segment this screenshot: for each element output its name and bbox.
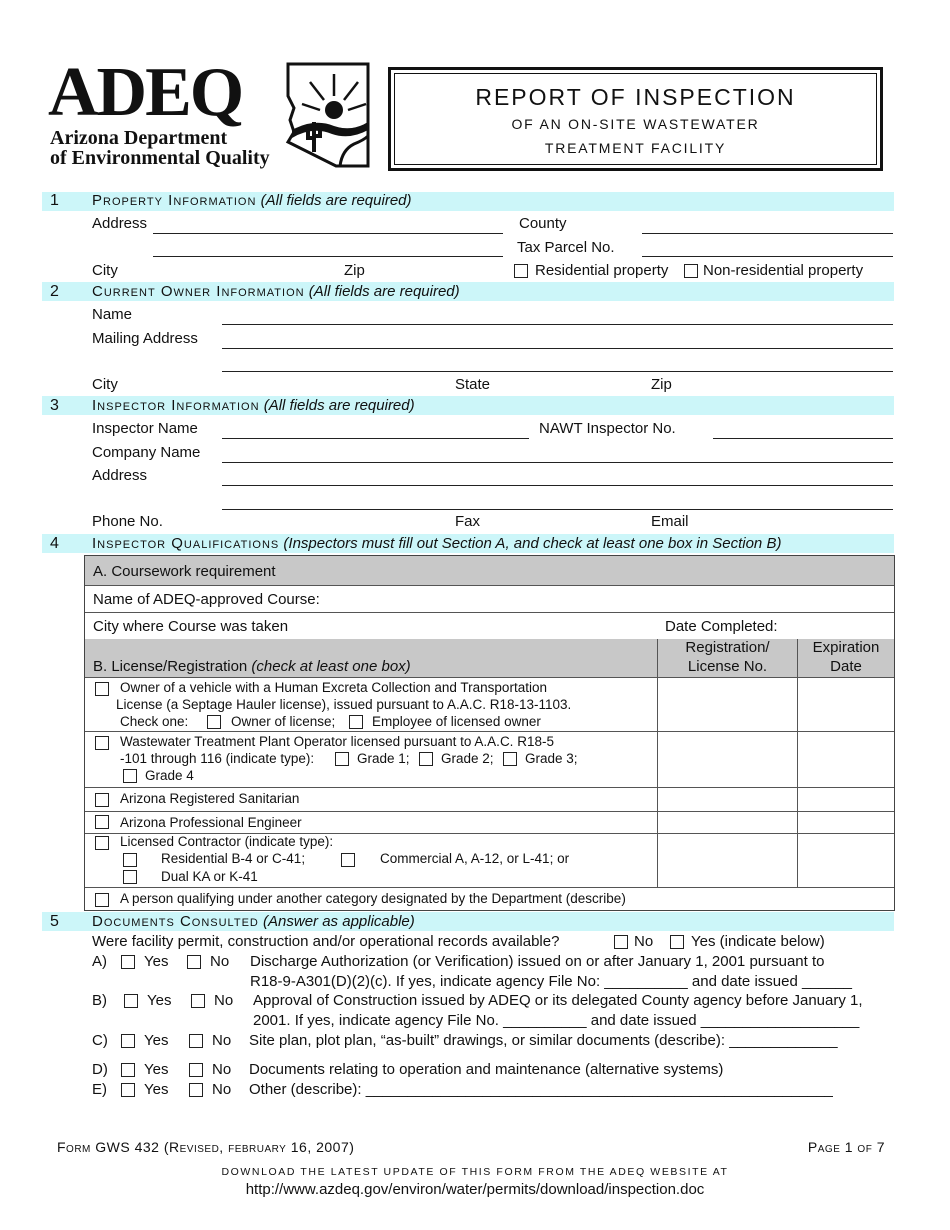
row1-line1: Owner of a vehicle with a Human Excreta Collection and Transportation bbox=[120, 680, 547, 695]
grade2-label: Grade 2; bbox=[441, 751, 494, 766]
row1-line2: License (a Septage Hauler license), issued pursuant to A.A.C. R18-13-1103. bbox=[116, 697, 572, 712]
dual-ka-checkbox[interactable] bbox=[123, 870, 137, 884]
exp-header-1: Expiration bbox=[812, 639, 880, 656]
course-name-label: Name of ADEQ-approved Course: bbox=[93, 591, 320, 608]
tax-parcel-label: Tax Parcel No. bbox=[517, 239, 615, 256]
item-c-no-label: No bbox=[212, 1032, 232, 1049]
records-question: Were facility permit, construction and/or operational records available? bbox=[92, 933, 560, 950]
records-no-checkbox[interactable] bbox=[614, 935, 628, 949]
section-2-note: (All fields are required) bbox=[308, 283, 460, 300]
item-c-no-checkbox[interactable] bbox=[189, 1034, 203, 1048]
item-b-no-label: No bbox=[214, 992, 234, 1009]
item-e-no-checkbox[interactable] bbox=[189, 1083, 203, 1097]
item-d-letter: D) bbox=[92, 1061, 108, 1078]
section-5-heading bbox=[92, 913, 415, 931]
item-b-text-2: 2001. If yes, indicate agency File No. __________ and date issued ___________________ bbox=[253, 1012, 860, 1029]
qualifications-table bbox=[84, 555, 895, 911]
owner-name-field[interactable] bbox=[222, 324, 893, 325]
page-number: Page 1 of 7 bbox=[807, 1139, 885, 1155]
contractor-checkbox[interactable] bbox=[95, 836, 109, 850]
item-e-no-label: No bbox=[212, 1081, 232, 1098]
grade4-checkbox[interactable] bbox=[123, 769, 137, 783]
fax-label: Fax bbox=[455, 513, 481, 530]
septage-hauler-checkbox[interactable] bbox=[95, 682, 109, 696]
section-4-note: (Inspectors must fill out Section A, and check at least one box in Section B) bbox=[283, 535, 782, 552]
item-a-letter: A) bbox=[92, 953, 107, 970]
form-number: Form GWS 432 (Revised, february 16, 2007) bbox=[57, 1139, 355, 1155]
report-title: REPORT OF INSPECTION bbox=[475, 84, 796, 110]
exp-header-2: Date bbox=[830, 658, 862, 675]
mailing-address-field-2[interactable] bbox=[222, 371, 893, 372]
section-b-header bbox=[93, 658, 411, 676]
commercial-label: Commercial A, A-12, or L-41; or bbox=[380, 851, 570, 866]
residential-b4-label: Residential B-4 or C-41; bbox=[161, 851, 306, 866]
date-completed-label: Date Completed: bbox=[665, 618, 778, 635]
inspector-name-label: Inspector Name bbox=[92, 420, 198, 437]
section-3-note: (All fields are required) bbox=[263, 397, 415, 414]
email-label: Email bbox=[651, 513, 689, 530]
section-b-title: B. License/Registration bbox=[93, 658, 248, 675]
download-note: DOWNLOAD THE LATEST UPDATE OF THIS FORM FROM THE ADEQ WEBSITE AT bbox=[221, 1166, 729, 1178]
records-no-label: No bbox=[634, 933, 654, 950]
residential-checkbox[interactable] bbox=[514, 264, 528, 278]
item-b-yes-label: Yes bbox=[147, 992, 172, 1009]
reg-header-2: License No. bbox=[687, 658, 768, 675]
item-a-text-2: R18-9-A301(D)(2)(c). If yes, indicate agency File No: __________ and date issued ______ bbox=[250, 973, 853, 990]
county-field[interactable] bbox=[642, 233, 893, 234]
item-a-no-label: No bbox=[210, 953, 230, 970]
sanitarian-checkbox[interactable] bbox=[95, 793, 109, 807]
report-subtitle-1: OF AN ON-SITE WASTEWATER bbox=[511, 116, 760, 132]
section-5-number: 5 bbox=[50, 913, 59, 930]
mailing-address-label: Mailing Address bbox=[92, 330, 198, 347]
employee-checkbox[interactable] bbox=[349, 715, 363, 729]
inspector-name-field[interactable] bbox=[222, 438, 529, 439]
phone-label: Phone No. bbox=[92, 513, 163, 530]
address-field[interactable] bbox=[153, 233, 503, 234]
section-3-number: 3 bbox=[50, 397, 59, 414]
contractor-label: Licensed Contractor (indicate type): bbox=[120, 834, 334, 849]
section-1-title: Property Information bbox=[92, 192, 257, 209]
item-d-no-label: No bbox=[212, 1061, 232, 1078]
item-b-yes-checkbox[interactable] bbox=[124, 994, 138, 1008]
company-name-label: Company Name bbox=[92, 444, 201, 461]
grade3-checkbox[interactable] bbox=[503, 752, 517, 766]
item-a-no-checkbox[interactable] bbox=[187, 955, 201, 969]
owner-zip-label: Zip bbox=[651, 376, 672, 393]
logo-abbr: ADEQ bbox=[48, 54, 243, 131]
item-e-letter: E) bbox=[92, 1081, 107, 1098]
owner-city-label: City bbox=[92, 376, 118, 393]
dual-ka-label: Dual KA or K-41 bbox=[161, 869, 258, 884]
section-1-number: 1 bbox=[50, 192, 59, 209]
sanitarian-label: Arizona Registered Sanitarian bbox=[120, 791, 300, 806]
company-name-field[interactable] bbox=[222, 462, 893, 463]
grade4-label: Grade 4 bbox=[145, 768, 194, 783]
item-b-no-checkbox[interactable] bbox=[191, 994, 205, 1008]
section-4-heading bbox=[92, 535, 781, 553]
section-b-note: (check at least one box) bbox=[251, 658, 411, 675]
engineer-label: Arizona Professional Engineer bbox=[120, 815, 302, 830]
row2-line2: -101 through 116 (indicate type): bbox=[120, 751, 315, 766]
other-category-checkbox[interactable] bbox=[95, 893, 109, 907]
section-2-heading bbox=[92, 283, 460, 301]
section-1-heading bbox=[92, 192, 412, 210]
mailing-address-field[interactable] bbox=[222, 348, 893, 349]
item-b-text-1: Approval of Construction issued by ADEQ or its delegated County agency before January 1, bbox=[253, 992, 863, 1009]
zip-label: Zip bbox=[344, 262, 365, 279]
item-d-yes-checkbox[interactable] bbox=[121, 1063, 135, 1077]
item-d-text: Documents relating to operation and maintenance (alternative systems) bbox=[249, 1061, 724, 1078]
records-yes-label: Yes (indicate below) bbox=[691, 933, 825, 950]
adeq-logo bbox=[48, 54, 370, 170]
owner-name-label: Name bbox=[92, 306, 133, 323]
nonresidential-checkbox[interactable] bbox=[684, 264, 698, 278]
nonresidential-label: Non-residential property bbox=[703, 262, 864, 279]
section-2-title: Current Owner Information bbox=[92, 283, 305, 300]
section-4-title: Inspector Qualifications bbox=[92, 535, 280, 552]
item-d-no-checkbox[interactable] bbox=[189, 1063, 203, 1077]
engineer-checkbox[interactable] bbox=[95, 815, 109, 829]
report-subtitle-2: TREATMENT FACILITY bbox=[544, 140, 727, 156]
section-3-heading bbox=[92, 397, 415, 415]
inspector-address-field-2[interactable] bbox=[222, 509, 893, 510]
wastewater-operator-checkbox[interactable] bbox=[95, 736, 109, 750]
item-e-yes-checkbox[interactable] bbox=[121, 1083, 135, 1097]
item-a-text-1: Discharge Authorization (or Verification) issued on or after January 1, 2001 pursuant to bbox=[250, 953, 825, 970]
section-1-note: (All fields are required) bbox=[260, 192, 412, 209]
nawt-label: NAWT Inspector No. bbox=[539, 420, 676, 437]
logo-line1: Arizona Department bbox=[50, 127, 228, 149]
section-2-number: 2 bbox=[50, 283, 59, 300]
section-3-title: Inspector Information bbox=[92, 397, 260, 414]
city-label: City bbox=[92, 262, 118, 279]
residential-b4-checkbox[interactable] bbox=[123, 853, 137, 867]
employee-label: Employee of licensed owner bbox=[372, 714, 541, 729]
nawt-field[interactable] bbox=[713, 438, 893, 439]
residential-label: Residential property bbox=[535, 262, 669, 279]
row1-checkone: Check one: bbox=[120, 714, 189, 729]
owner-state-label: State bbox=[455, 376, 491, 393]
section-5-note: (Answer as applicable) bbox=[263, 913, 415, 930]
grade1-checkbox[interactable] bbox=[335, 752, 349, 766]
row2-line1: Wastewater Treatment Plant Operator licensed pursuant to A.A.C. R18-5 bbox=[120, 734, 554, 749]
inspector-address-label: Address bbox=[92, 467, 148, 484]
section-5-title: Documents Consulted bbox=[92, 913, 259, 930]
report-title-box bbox=[388, 67, 883, 171]
reg-header-1: Registration/ bbox=[685, 639, 770, 656]
item-c-text: Site plan, plot plan, “as-built” drawings, or similar documents (describe): _____________ bbox=[249, 1032, 838, 1049]
other-category-label: A person qualifying under another category designated by the Department (describe) bbox=[120, 891, 626, 906]
item-e-yes-label: Yes bbox=[144, 1081, 169, 1098]
course-city-label: City where Course was taken bbox=[93, 618, 289, 635]
grade1-label: Grade 1; bbox=[357, 751, 410, 766]
records-yes-checkbox[interactable] bbox=[670, 935, 684, 949]
grade2-checkbox[interactable] bbox=[419, 752, 433, 766]
grade3-label: Grade 3; bbox=[525, 751, 578, 766]
address-label: Address bbox=[92, 215, 148, 232]
item-d-yes-label: Yes bbox=[144, 1061, 169, 1078]
owner-of-license-label: Owner of license; bbox=[231, 714, 336, 729]
item-c-yes-label: Yes bbox=[144, 1032, 169, 1049]
download-url[interactable]: http://www.azdeq.gov/environ/water/permits/download/inspection.doc bbox=[245, 1181, 705, 1198]
item-a-yes-checkbox[interactable] bbox=[121, 955, 135, 969]
commercial-checkbox[interactable] bbox=[341, 853, 355, 867]
address-field-2[interactable] bbox=[153, 256, 503, 257]
item-c-letter: C) bbox=[92, 1032, 108, 1049]
owner-of-license-checkbox[interactable] bbox=[207, 715, 221, 729]
county-label: County bbox=[519, 215, 567, 232]
arizona-state-icon bbox=[284, 60, 370, 168]
tax-parcel-field[interactable] bbox=[642, 256, 893, 257]
item-c-yes-checkbox[interactable] bbox=[121, 1034, 135, 1048]
item-e-text: Other (describe): ________________________________________________________ bbox=[249, 1081, 833, 1098]
item-b-letter: B) bbox=[92, 992, 107, 1009]
item-a-yes-label: Yes bbox=[144, 953, 169, 970]
logo-line2: of Environmental Quality bbox=[50, 147, 270, 169]
section-4-number: 4 bbox=[50, 535, 59, 552]
section-a-header: A. Coursework requirement bbox=[93, 563, 276, 580]
inspector-address-field[interactable] bbox=[222, 485, 893, 486]
